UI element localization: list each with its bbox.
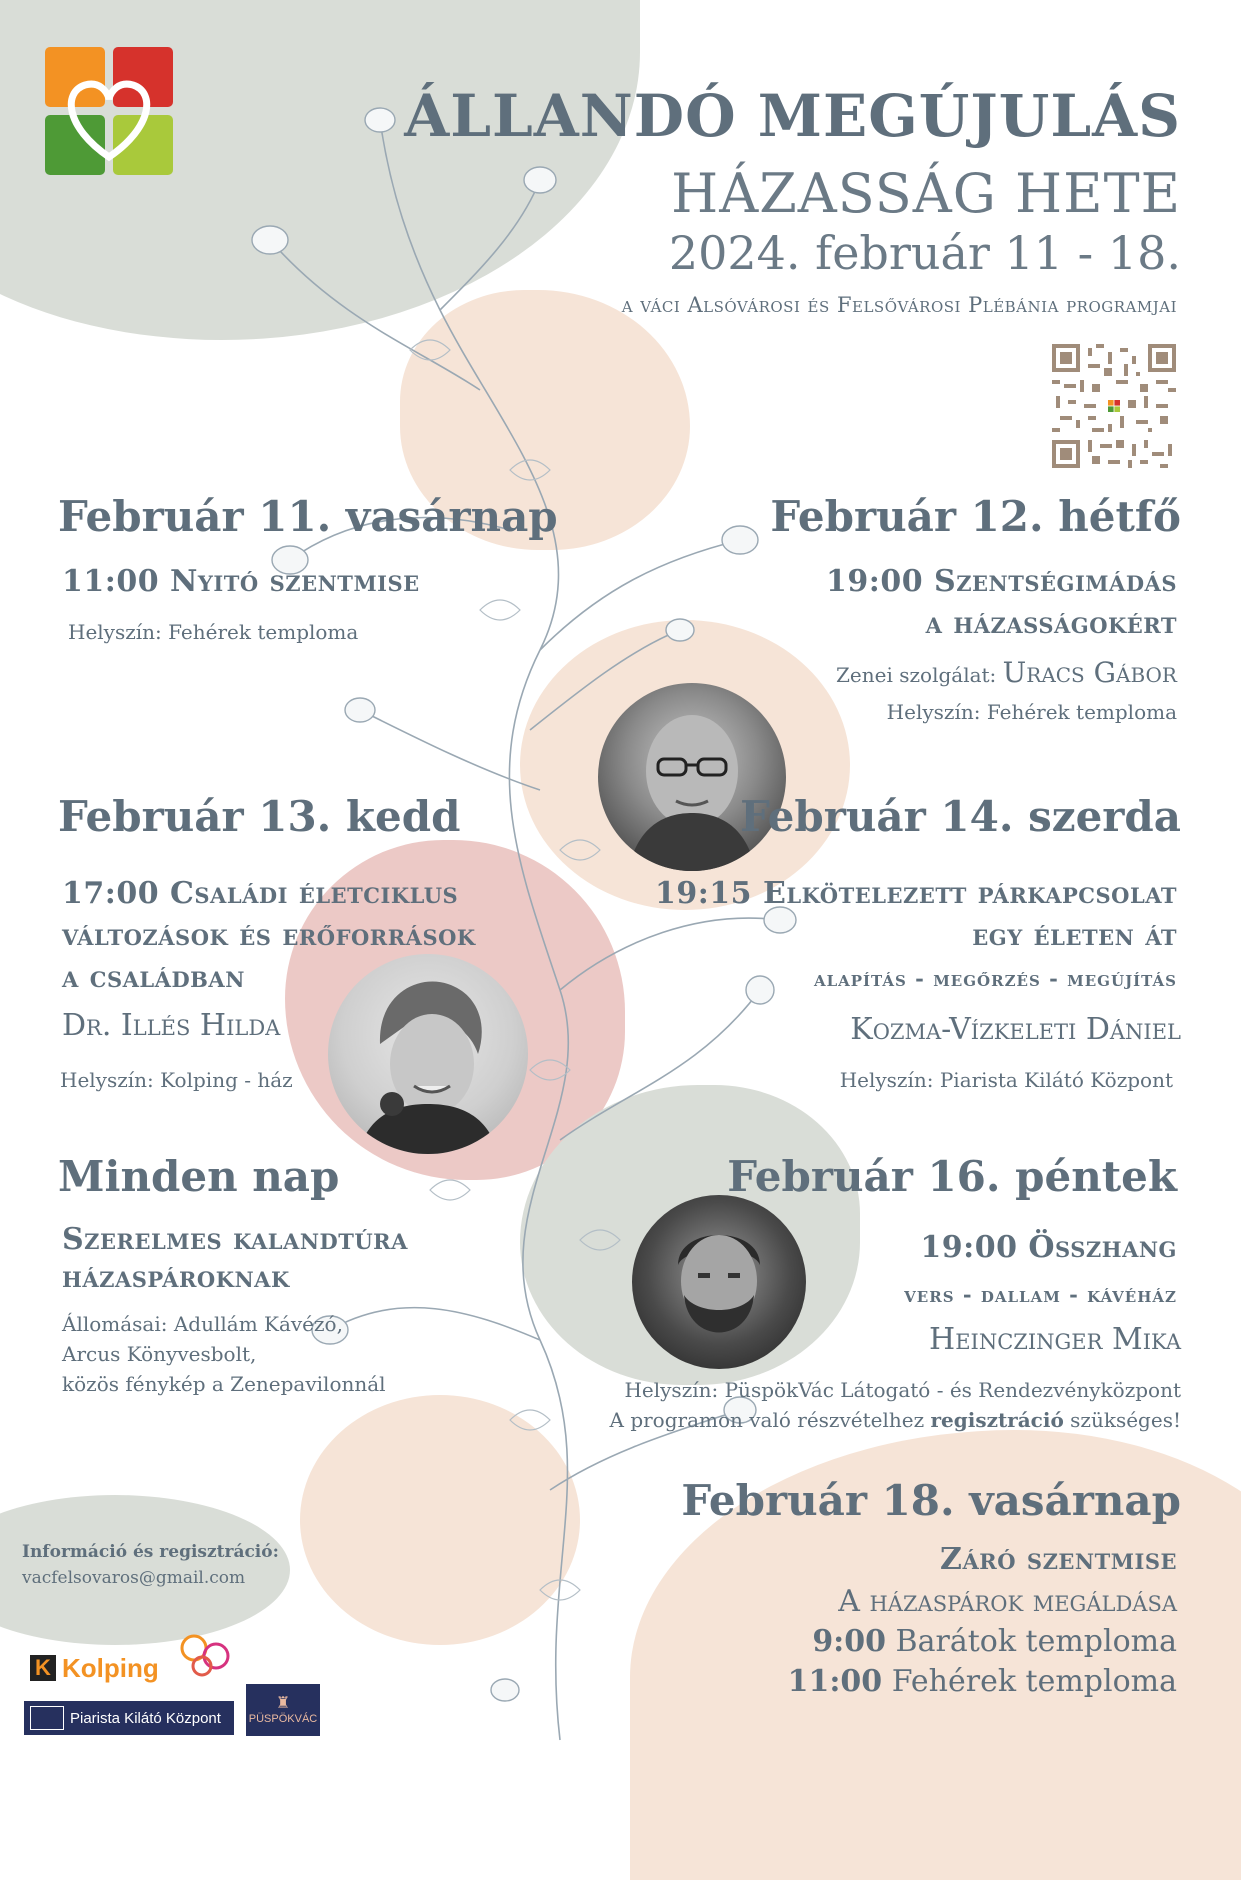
info-email[interactable]: vacfelsovaros@gmail.com [22,1568,246,1588]
qr-code[interactable] [1052,344,1176,468]
speaker-photo-illes [328,954,528,1154]
feb18-title2: A házaspárok megáldása [838,1584,1177,1619]
feb11-day: Február 11. vasárnap [58,492,558,541]
feb14-place: Helyszín: Piarista Kilátó Központ [839,1068,1173,1092]
feb16-day: Február 16. péntek [727,1152,1177,1201]
feb13-title-line3: a családban [62,960,245,995]
feb18-day: Február 18. vasárnap [681,1476,1181,1525]
daily-stations-line2: Arcus Könyvesbolt, [62,1342,257,1366]
piarista-building-icon [30,1706,64,1730]
feb13-title-line2: változások és erőforrások [62,918,476,953]
puspokvac-logo[interactable] [246,1684,320,1736]
speaker-photo-kozma [598,683,786,871]
feb18-title: Záró szentmise [940,1542,1177,1577]
info-label: Információ és regisztráció: [22,1542,279,1562]
feb18-mass2-place: Fehérek temploma [882,1664,1177,1699]
daily-stations-line1: Állomásai: Adullám Kávézó, [62,1312,343,1336]
feb16-place: Helyszín: PüspökVác Látogató - és Rendezvényközpont [624,1378,1181,1402]
feb14-person: Kozma-Vízkeleti Dániel [850,1012,1181,1047]
kolping-label: Kolping [62,1652,159,1683]
feb18-mass1 [812,1622,1177,1662]
feb16-title: 19:00 Összhang [920,1230,1177,1265]
poster-title: ÁLLANDÓ MEGÚJULÁS [404,82,1181,150]
feb13-title-line1: 17:00 Családi életciklus [62,876,459,911]
puspokvac-label: PÜSPÖKVÁC [248,1713,318,1725]
feb12-title-line2: a házasságokért [925,606,1177,641]
daily-title-line1: Szerelmes kalandtúra [62,1222,408,1257]
feb16-registration-note [610,1408,1181,1432]
poster-dates: 2024. február 11 - 18. [668,226,1181,280]
feb12-day: Február 12. hétfő [770,492,1181,541]
daily-stations-line3: közös fénykép a Zenepavilonnál [62,1372,386,1396]
feb12-music [836,656,1177,689]
family-faces-logo [172,1626,242,1686]
feb13-place: Helyszín: Kolping - ház [60,1068,293,1092]
feb12-title-line1: 19:00 Szentségimádás [826,564,1177,599]
piarista-label: Piarista Kilátó Központ [70,1709,221,1727]
feb16-note-pre: A programon való részvételhez [609,1408,931,1432]
feb18-mass2-time: 11:00 [787,1664,883,1699]
poster-tagline: a váci Alsóvárosi és Felsővárosi Plébánia programjai [621,293,1177,317]
parish-heart-logo [45,47,173,175]
feb18-mass1-place: Barátok temploma [886,1624,1177,1659]
feb16-note-bold: regisztráció [930,1408,1064,1432]
feb14-title-line1: 19:15 Elkötelezett párkapcsolat [654,876,1177,911]
feb16-tagline: vers - dallam - kávéház [904,1282,1177,1307]
feb13-person: Dr. Illés Hilda [62,1008,281,1043]
feb18-mass1-time: 9:00 [812,1624,887,1659]
poster-subtitle: HÁZASSÁG HETE [671,162,1181,225]
feb13-day: Február 13. kedd [58,792,461,841]
feb12-place: Helyszín: Fehérek temploma [886,700,1177,724]
performer-photo-heinczinger [632,1195,806,1369]
daily-title-line2: házaspároknak [62,1260,290,1295]
feb14-title-line2: egy életen át [972,918,1177,953]
kolping-logo[interactable] [30,1652,159,1684]
feb12-music-person: Uracs Gábor [1002,656,1177,689]
feb11-place: Helyszín: Fehérek temploma [68,620,359,644]
feb16-note-post: szükséges! [1063,1408,1181,1432]
feb12-music-label: Zenei szolgálat: [836,663,1003,687]
kolping-k-icon: K [30,1655,56,1681]
piarista-logo[interactable] [24,1701,234,1735]
feb18-mass2 [788,1662,1177,1702]
feb16-person: Heinczinger Mika [929,1322,1181,1357]
daily-day: Minden nap [58,1152,340,1201]
feb14-tagline: alapítás - megőrzés - megújítás [813,966,1177,991]
feb14-day: Február 14. szerda [740,792,1181,841]
feb11-title: 11:00 Nyitó szentmise [62,564,420,599]
puspokvac-castle-icon: ♜ [275,1695,291,1712]
